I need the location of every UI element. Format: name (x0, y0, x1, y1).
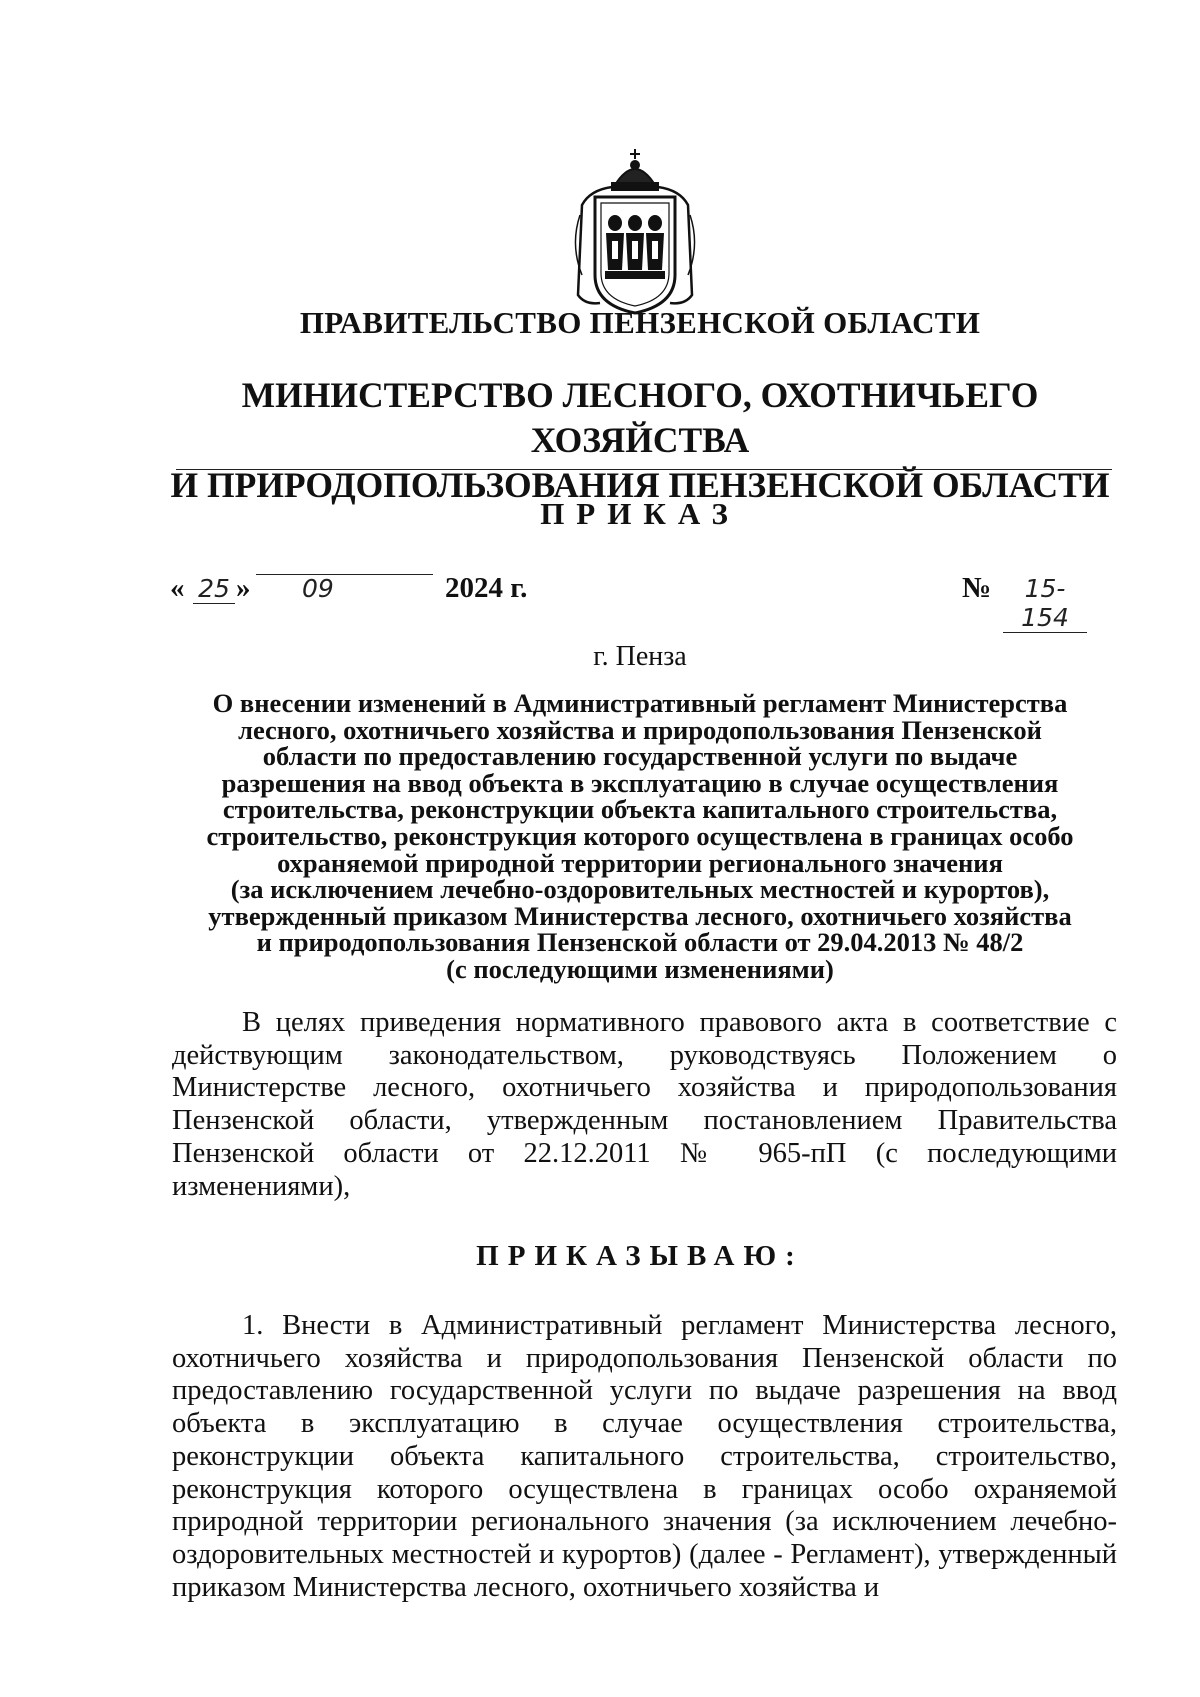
order-number: 15-154 (1003, 574, 1087, 633)
order-month-field (256, 574, 433, 603)
title-line: (с последующими изменениями) (446, 953, 834, 984)
city: г. Пенза (593, 641, 687, 672)
ministry-name (140, 373, 1140, 508)
ministry-name-line: МИНИСТЕРСТВО ЛЕСНОГО, ОХОТНИЧЬЕГО ХОЗЯЙСТВА (241, 375, 1039, 460)
title-line: разрешения на ввод объекта в эксплуатацию в случае осуществления (221, 767, 1059, 798)
header-divider (176, 469, 1112, 470)
order-year: 2024 г. (445, 572, 528, 604)
title-line: О внесении изменений в Административный регламент Министерства (212, 688, 1068, 718)
order-date-number-line (170, 572, 1120, 632)
title-line: утвержденный приказом Министерства лесного, охотничьего хозяйства (208, 900, 1072, 931)
quote-close: » (236, 572, 251, 604)
title-line: области по предоставлению государственной услуги по выдаче (262, 741, 1018, 772)
title-line: строительство, реконструкция которого осуществлена в границах особо (206, 820, 1074, 851)
ministry-name-line: И ПРИРОДОПОЛЬЗОВАНИЯ ПЕНЗЕНСКОЙ ОБЛАСТИ (170, 465, 1110, 505)
title-line: лесного, охотничьего хозяйства и природопользования Пензенской (238, 714, 1042, 745)
item-1-paragraph: 1. Внести в Административный регламент Министерства лесного, охотничьего хозяйства и природопользования Пензенской области по предоставлению государственной услуги по выдаче разрешения на ввод объекта в эксплуатацию в случае осуществления строительства, реконструкции объекта капитального строительства, строительство, реконструкция которого осуществлена в границах особо охраняемой природной территории регионального значения (за исключением лечебно-оздоровительных местностей и курортов) (далее - Регламент), утвержденный приказом Министерства лесного, охотничьего хозяйства и (172, 1310, 1117, 1603)
command-heading: ПРИКАЗЫВАЮ: (476, 1240, 804, 1272)
order-month: 09 (302, 574, 334, 603)
government-name: ПРАВИТЕЛЬСТВО ПЕНЗЕНСКОЙ ОБЛАСТИ (299, 305, 981, 340)
title-line: и природопользования Пензенской области от 29.04.2013 № 48/2 (256, 927, 1024, 958)
document-type-heading: ПРИКАЗ (540, 496, 740, 531)
preamble-paragraph: В целях приведения нормативного правового акта в соответствие с действующим законодательством, руководствуясь Положением о Министерстве лесного, охотничьего хозяйства и природопользования Пензенской области, утвержденным постановлением Правительства Пензенской области от 22.12.2011 № 965-пП (с последующими изменениями), (172, 1007, 1117, 1202)
title-line: (за исключением лечебно-оздоровительных местностей и курортов), (230, 874, 1050, 905)
order-day: 25 (193, 574, 235, 604)
title-line: охраняемой природной территории регионального значения (277, 847, 1003, 878)
number-sign: № (962, 572, 992, 604)
quote-open: « (170, 572, 185, 604)
coat-of-arms-emblem-icon (560, 145, 710, 317)
order-title (150, 690, 1130, 983)
title-line: строительства, реконструкции объекта капитального строительства, (222, 794, 1058, 825)
